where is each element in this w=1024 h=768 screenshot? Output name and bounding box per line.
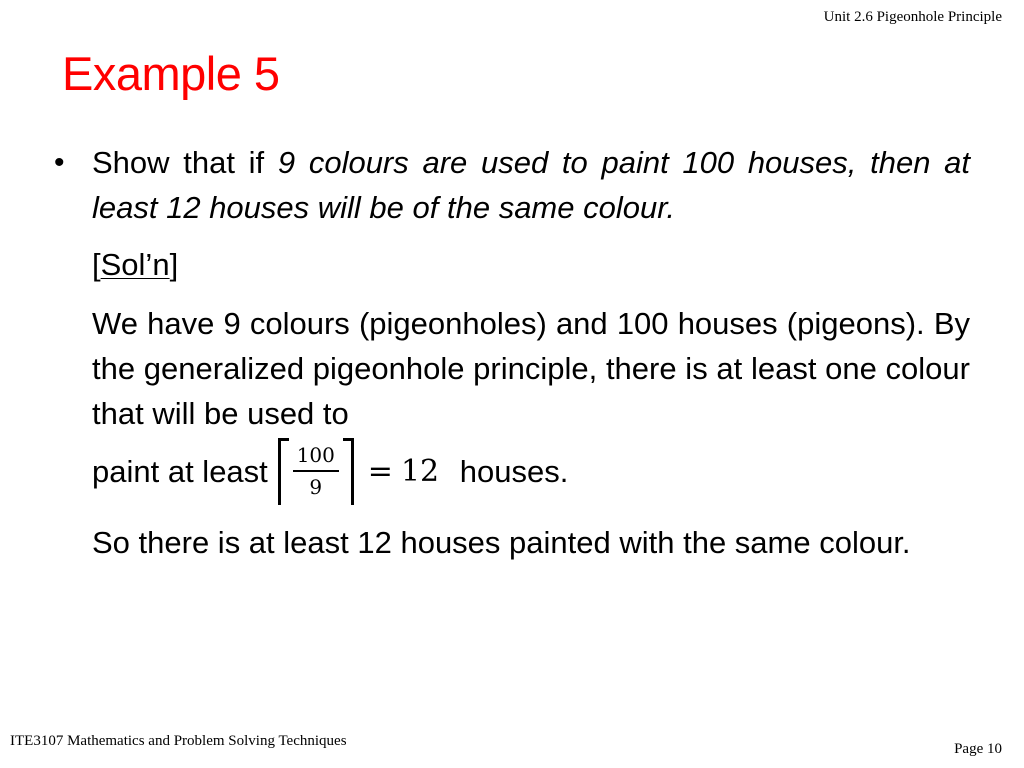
ceiling-bracket [272, 438, 360, 505]
solution-label-close: ] [169, 247, 179, 282]
question-bullet [46, 140, 970, 230]
solution-label-text: Sol’n [100, 247, 170, 282]
question-statement: 9 colours are used to paint 100 houses, then at least 12 houses will be of the same colour. [92, 145, 970, 225]
slide-title: Example 5 [62, 47, 280, 100]
course-footer: ITE3107 Mathematics and Problem Solving Techniques [10, 733, 347, 749]
solution-paragraph-2 [46, 436, 970, 506]
solution-paragraph-1: We have 9 colours (pigeonholes) and 100 houses (pigeons). By the generalized pigeonhole principle, there is at least one colour that will be used to [92, 306, 970, 431]
fraction [289, 442, 343, 500]
ceiling-left-icon [278, 438, 289, 505]
solution-label-open: [ [92, 247, 101, 282]
solution-paragraph-3: So there is at least 12 houses painted with the same colour. [92, 525, 911, 560]
fraction-denominator: 9 [309, 475, 323, 499]
solution-para2-suffix: houses. [451, 453, 569, 489]
bullet-icon: • [54, 146, 65, 179]
fraction-bar [293, 470, 339, 472]
equals-sign: = [367, 453, 393, 489]
unit-header: Unit 2.6 Pigeonhole Principle [823, 9, 1002, 25]
slide-body [46, 140, 970, 565]
solution-para2-prefix: paint at least [92, 453, 268, 489]
question-intro: Show that if [92, 145, 278, 180]
ceiling-formula [272, 438, 447, 505]
ceiling-right-icon [343, 438, 354, 505]
formula-result: 12 [400, 453, 440, 489]
fraction-numerator: 100 [296, 443, 335, 467]
solution-label [46, 242, 970, 287]
page-number: Page 10 [954, 741, 1002, 757]
